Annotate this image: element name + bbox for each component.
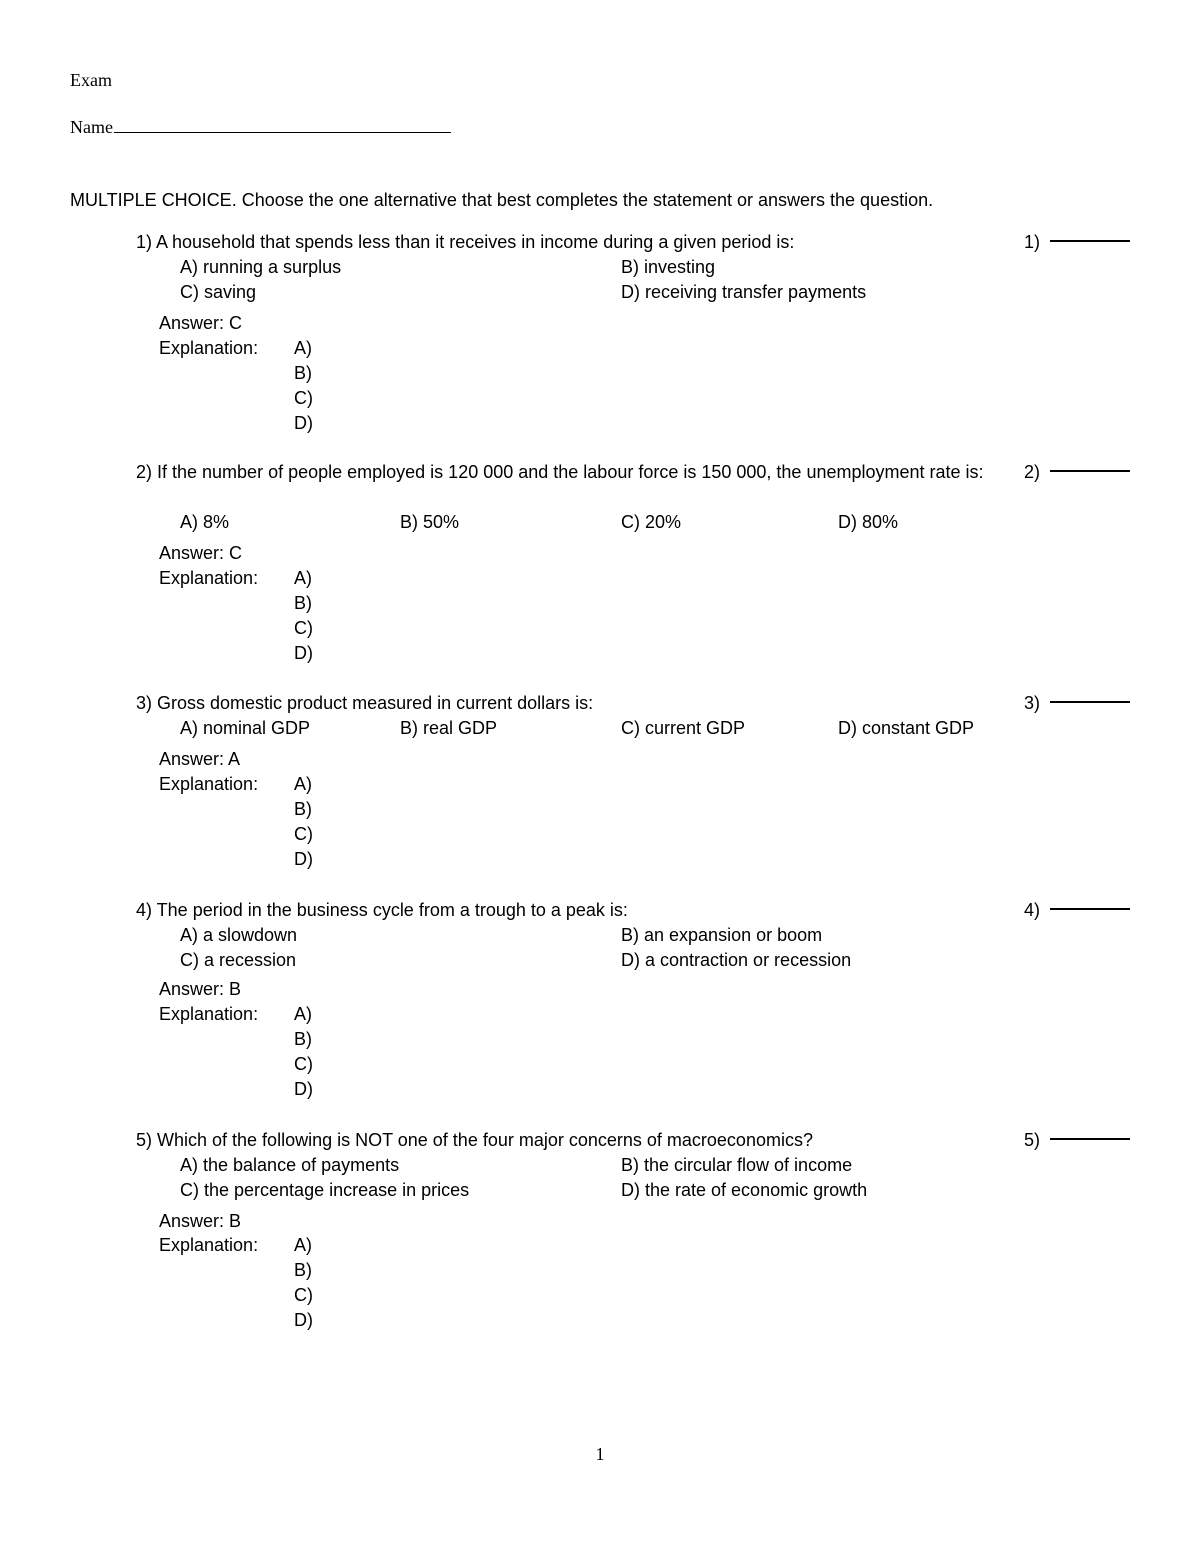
explanation-c: C): [294, 824, 313, 844]
answer-blank[interactable]: [1050, 470, 1130, 472]
explanation-c: C): [294, 618, 313, 638]
choice-a: A) the balance of payments: [180, 1155, 400, 1175]
answer-key: Answer: B: [159, 1211, 242, 1231]
explanation-label: Explanation:: [159, 568, 259, 588]
choice-a: A) running a surplus: [180, 257, 342, 277]
answer-number: 1): [1024, 232, 1041, 252]
question-text: 2) If the number of people employed is 120 000 and the labour force is 150 000, the unemployment rate is:: [136, 462, 984, 482]
page-number: 1: [595, 1444, 605, 1464]
answer-number: 5): [1024, 1130, 1041, 1150]
explanation-b: B): [294, 363, 312, 383]
choice-c: C) 20%: [621, 512, 682, 532]
answer-number: 4): [1024, 900, 1041, 920]
answer-blank[interactable]: [1050, 1138, 1130, 1140]
answer-blank[interactable]: [1050, 908, 1130, 910]
explanation-a: A): [294, 568, 312, 588]
choice-a: A) a slowdown: [180, 925, 298, 945]
question-text: 4) The period in the business cycle from a trough to a peak is:: [136, 900, 628, 920]
explanation-b: B): [294, 593, 312, 613]
explanation-c: C): [294, 1054, 313, 1074]
choice-c: C) a recession: [180, 950, 297, 970]
explanation-label: Explanation:: [159, 774, 259, 794]
choice-b: B) an expansion or boom: [621, 925, 823, 945]
explanation-d: D): [294, 413, 313, 433]
question-text: 5) Which of the following is NOT one of the four major concerns of macroeconomics?: [136, 1130, 813, 1150]
answer-key: Answer: A: [159, 749, 241, 769]
explanation-b: B): [294, 799, 312, 819]
exam-title: Exam: [70, 70, 112, 90]
answer-number: 2): [1024, 462, 1041, 482]
explanation-c: C): [294, 388, 313, 408]
answer-key: Answer: B: [159, 979, 242, 999]
explanation-d: D): [294, 1079, 313, 1099]
choice-c: C) saving: [180, 282, 257, 302]
question-text: 1) A household that spends less than it receives in income during a given period is:: [136, 232, 795, 252]
explanation-label: Explanation:: [159, 338, 259, 358]
choice-b: B) the circular flow of income: [621, 1155, 853, 1175]
answer-key: Answer: C: [159, 313, 243, 333]
explanation-a: A): [294, 338, 312, 358]
explanation-d: D): [294, 643, 313, 663]
explanation-c: C): [294, 1285, 313, 1305]
name-field[interactable]: [70, 117, 451, 137]
name-label: Name: [70, 117, 113, 137]
choice-b: B) investing: [621, 257, 716, 277]
choice-d: D) 80%: [838, 512, 899, 532]
choice-b: B) real GDP: [400, 718, 498, 738]
explanation-a: A): [294, 1004, 312, 1024]
choice-d: D) a contraction or recession: [621, 950, 852, 970]
explanation-label: Explanation:: [159, 1004, 259, 1024]
choice-d: D) the rate of economic growth: [621, 1180, 868, 1200]
answer-blank[interactable]: [1050, 240, 1130, 242]
choice-c: C) the percentage increase in prices: [180, 1180, 470, 1200]
instructions: MULTIPLE CHOICE. Choose the one alternative that best completes the statement or answers the question.: [70, 190, 934, 210]
choice-d: D) constant GDP: [838, 718, 975, 738]
choice-d: D) receiving transfer payments: [621, 282, 867, 302]
explanation-a: A): [294, 1235, 312, 1255]
answer-blank[interactable]: [1050, 701, 1130, 703]
choice-a: A) 8%: [180, 512, 230, 532]
choice-a: A) nominal GDP: [180, 718, 311, 738]
choice-c: C) current GDP: [621, 718, 746, 738]
explanation-b: B): [294, 1029, 312, 1049]
explanation-label: Explanation:: [159, 1235, 259, 1255]
choice-b: B) 50%: [400, 512, 460, 532]
explanation-d: D): [294, 1310, 313, 1330]
question-text: 3) Gross domestic product measured in current dollars is:: [136, 693, 594, 713]
explanation-a: A): [294, 774, 312, 794]
explanation-b: B): [294, 1260, 312, 1280]
name-underline[interactable]: [114, 117, 451, 133]
answer-key: Answer: C: [159, 543, 243, 563]
answer-number: 3): [1024, 693, 1041, 713]
explanation-d: D): [294, 849, 313, 869]
